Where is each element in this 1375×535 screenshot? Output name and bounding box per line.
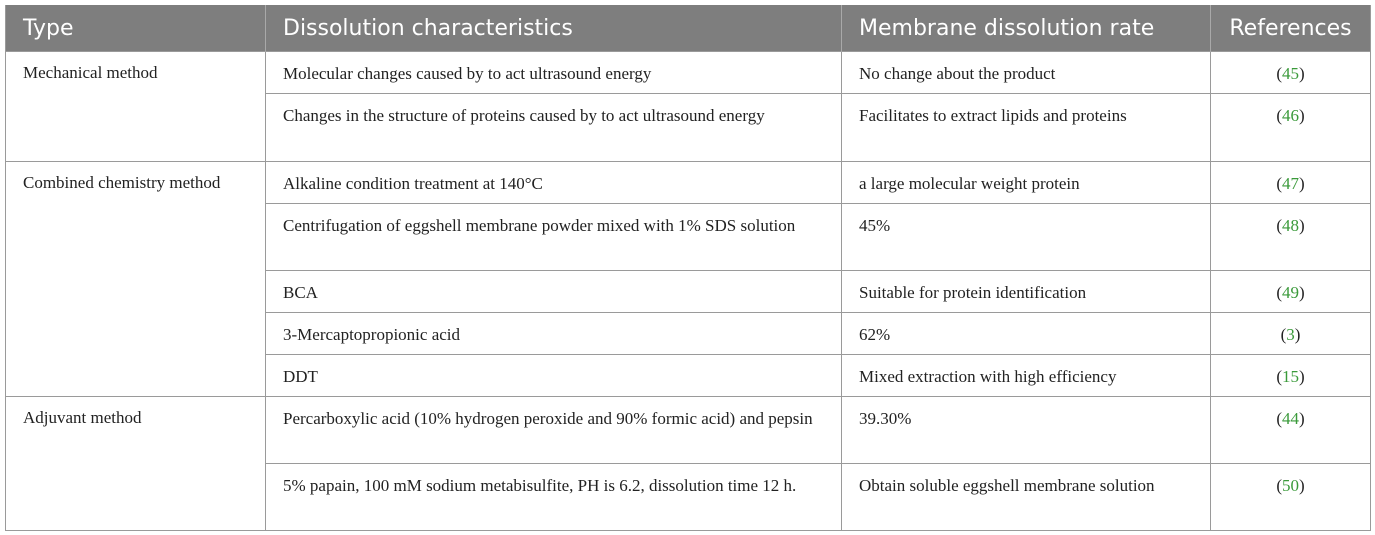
characteristics-cell: Alkaline condition treatment at 140°C [266,162,842,204]
header-row [6,5,1371,52]
reference-link[interactable]: 15 [1282,367,1299,386]
reference-cell: (48) [1211,204,1371,271]
dissolution-methods-table [5,5,1371,531]
reference-link[interactable]: 44 [1282,409,1299,428]
table-row [6,162,1371,204]
rate-cell: 45% [842,204,1211,271]
characteristics-cell: 5% papain, 100 mM sodium metabisulfite, PH is 6.2, dissolution time 12 h. [266,464,842,531]
reference-link[interactable]: 3 [1286,325,1295,344]
characteristics-cell: BCA [266,271,842,313]
header-references: References [1211,5,1371,52]
reference-cell: (49) [1211,271,1371,313]
reference-cell: (46) [1211,94,1371,162]
header-dissolution-characteristics: Dissolution characteristics [266,5,842,52]
reference-link[interactable]: 48 [1282,216,1299,235]
header-type: Type [6,5,266,52]
table-row [6,52,1371,94]
reference-link[interactable]: 47 [1282,174,1299,193]
reference-link[interactable]: 46 [1282,106,1299,125]
reference-cell: (45) [1211,52,1371,94]
table-body [6,52,1371,531]
reference-cell: (47) [1211,162,1371,204]
characteristics-cell: Percarboxylic acid (10% hydrogen peroxide and 90% formic acid) and pepsin [266,397,842,464]
characteristics-cell: 3-Mercaptopropionic acid [266,313,842,355]
rate-cell: a large molecular weight protein [842,162,1211,204]
type-cell: Combined chemistry method [6,162,266,397]
rate-cell: Mixed extraction with high efficiency [842,355,1211,397]
characteristics-cell: DDT [266,355,842,397]
characteristics-cell: Changes in the structure of proteins caused by to act ultrasound energy [266,94,842,162]
characteristics-cell: Molecular changes caused by to act ultrasound energy [266,52,842,94]
table-row [6,397,1371,464]
reference-link[interactable]: 49 [1282,283,1299,302]
rate-cell: Obtain soluble eggshell membrane solution [842,464,1211,531]
reference-cell: (15) [1211,355,1371,397]
rate-cell: No change about the product [842,52,1211,94]
header-membrane-dissolution-rate: Membrane dissolution rate [842,5,1211,52]
type-cell: Mechanical method [6,52,266,162]
characteristics-cell: Centrifugation of eggshell membrane powder mixed with 1% SDS solution [266,204,842,271]
reference-link[interactable]: 45 [1282,64,1299,83]
reference-link[interactable]: 50 [1282,476,1299,495]
rate-cell: Suitable for protein identification [842,271,1211,313]
reference-cell: (50) [1211,464,1371,531]
table-container [5,5,1370,531]
reference-cell: (3) [1211,313,1371,355]
type-cell: Adjuvant method [6,397,266,531]
reference-cell: (44) [1211,397,1371,464]
rate-cell: Facilitates to extract lipids and proteins [842,94,1211,162]
table-header [6,5,1371,52]
rate-cell: 62% [842,313,1211,355]
rate-cell: 39.30% [842,397,1211,464]
